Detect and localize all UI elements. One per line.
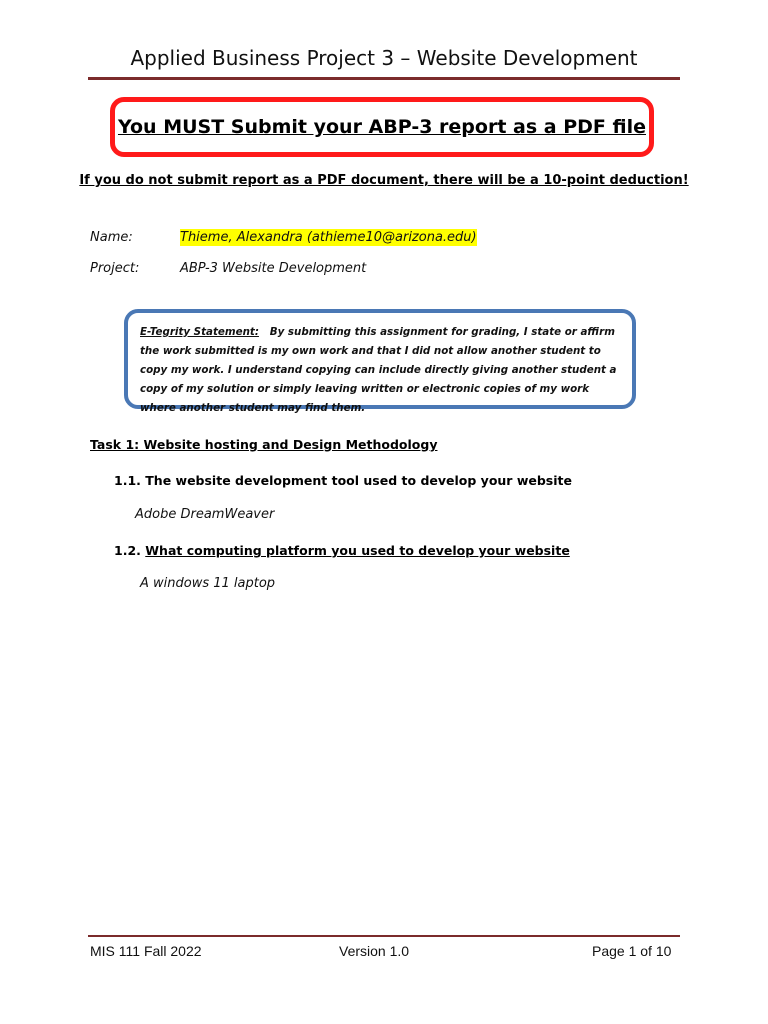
footer-divider [88,935,680,937]
question-1-2-text: What computing platform you used to develop your website [145,543,570,558]
e-tegrity-title: E-Tegrity Statement: [140,326,259,338]
pdf-notice-text: You MUST Submit your ABP-3 report as a PDF file [117,116,646,138]
name-label: Name: [90,230,133,245]
question-1-2-number: 1.2. [114,543,141,558]
pdf-notice-box [110,97,654,157]
answer-1-1: Adobe DreamWeaver [135,507,275,522]
task-1-heading: Task 1: Website hosting and Design Methodology [90,437,438,452]
name-value [180,230,477,245]
header-divider [88,77,680,80]
answer-1-2: A windows 11 laptop [140,576,276,591]
name-value-highlight: Thieme, Alexandra (athieme10@arizona.edu) [180,230,477,245]
e-tegrity-text: By submitting this assignment for grading, I state or affirm the work submitted is my own work and that I did not allow another student to copy my work. I understand copying can include directly giving another student a copy of my solution or simply leaving written or electronic copies of my work where another student may find them. [140,326,617,414]
question-1-2 [114,543,570,558]
question-1-1 [114,473,572,488]
deduction-warning: If you do not submit report as a PDF document, there will be a 10-point deduction! [79,173,689,188]
project-value: ABP-3 Website Development [180,261,367,276]
question-1-1-text: The website development tool used to develop your website [145,473,572,488]
page-header-title: Applied Business Project 3 – Website Development [130,46,638,70]
project-label: Project: [90,261,140,276]
footer-course: MIS 111 Fall 2022 [90,943,202,959]
footer-page-number: Page 1 of 10 [592,943,672,959]
question-1-1-number: 1.1. [114,473,141,488]
e-tegrity-statement-box [124,309,636,414]
footer-version: Version 1.0 [339,943,410,959]
